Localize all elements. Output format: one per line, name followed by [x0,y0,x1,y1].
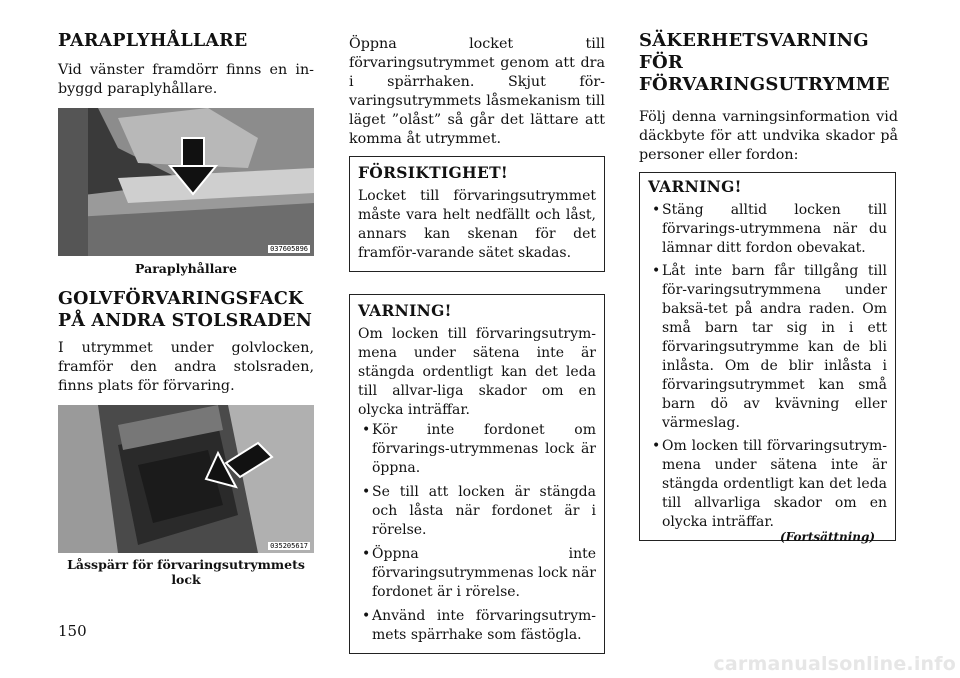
page-number: 150 [58,622,87,640]
warning-list [358,421,596,645]
caution-text: Locket till förvaringsutrymmet måste vara helt nedfällt och låst, annars kan skenan för det framför-varande sätet skadas. [358,188,596,261]
warning-title: VARNING! [358,301,452,320]
figure-umbrella-holder [58,108,314,256]
list-item: • Öppna inte förvaringsutrymmenas lock när fordonet är i rörelse. [358,545,596,602]
heading-safety-line2: FÖRVARINGSUTRYMME [639,74,890,95]
warning-box-right [639,172,896,541]
list-item: • Om locken till förvaringsutrym-mena under sätena inte är stängda ordentligt kan det leda till allvarliga skador om en olycka inträffar. [648,437,887,532]
column-left [58,30,314,587]
list-item: • Stäng alltid locken till förvarings-utrymmena när du lämnar ditt fordon obevakat. [648,201,887,258]
continued-note: (Fortsättning) [780,530,876,544]
watermark: carmanualsonline.info [713,653,956,675]
floor-storage-text: I utrymmet under golvlocken, framför den andra stolsraden, finns plats för förvaring. [58,340,314,394]
warning-list [648,201,887,532]
list-item: • Se till att locken är stängda och låsta när fordonet är i rörelse. [358,483,596,540]
heading-floor-storage-line1: GOLVFÖRVARINGSFACK [58,289,304,309]
umbrella-holder-photo [58,108,314,256]
list-item: • Låt inte barn får tillgång till för-varingsutrymmena under baksä-tet på andra raden. Om små barn tar sig in i ett förvaringsutrymme kan de bli inlåsta. Om de blir inlåsta i förvaringsutrymmet kan små barn dö av kvävning eller värmeslag. [648,262,887,433]
figure-code: 035205617 [270,542,308,550]
warning-text: Om locken till förvaringsutrym-mena under sätena inte är stängda ordentligt kan det leda till allvar-liga skador om en olycka inträffar. [358,326,596,418]
safety-text: Följ denna varningsinformation vid däckbyte för att undvika skador på personer eller fordon: [639,109,898,163]
figure-caption-umbrella: Paraplyhållare [135,261,237,276]
heading-safety-line1: SÄKERHETSVARNING FÖR [639,30,869,73]
figure-caption-latch-line2: lock [171,572,201,587]
heading-umbrella-holder: PARAPLYHÅLLARE [58,31,248,51]
caution-title: FÖRSIKTIGHET! [358,163,509,182]
figure-caption-latch-line1: Låsspärr för förvaringsutrymmets [67,557,305,572]
list-item: • Använd inte förvaringsutrym-mets spärrhake som fästögla. [358,607,596,645]
column-middle [349,30,605,643]
figure-code: 037605896 [270,245,308,253]
caution-box [349,156,605,272]
umbrella-text: Vid vänster framdörr finns en in-byggd paraplyhållare. [58,62,314,97]
list-item: • Kör inte fordonet om förvarings-utrymmenas lock är öppna. [358,421,596,478]
heading-floor-storage-line2: PÅ ANDRA STOLSRADEN [58,311,313,331]
column-right [639,30,898,530]
storage-latch-photo [58,405,314,553]
warning-title: VARNING! [648,177,742,196]
figure-storage-latch [58,405,314,553]
warning-box-middle [349,294,605,654]
open-lid-text: Öppna locket till förvaringsutrymmet genom att dra i spärrhaken. Skjut för-varingsutrymmets låsmekanism till läget ”olåst” så går det lättare att komma åt utrymmet. [349,36,605,147]
